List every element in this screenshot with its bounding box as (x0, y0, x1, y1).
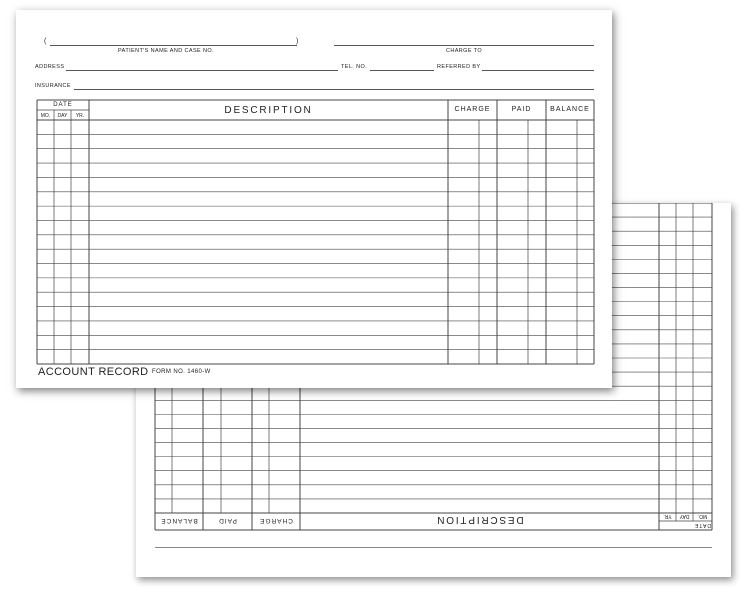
paid-header: PAID (511, 106, 532, 113)
date-header: DATE (53, 102, 73, 108)
back-mo-header: MO. (697, 513, 708, 519)
back-day-header: DAY (679, 513, 690, 519)
charge-to-label: CHARGE TO (446, 48, 483, 54)
insurance-field[interactable] (74, 89, 594, 90)
description-header: DESCRIPTION (224, 105, 313, 116)
charge-header: CHARGE (454, 106, 491, 113)
referred-by-field[interactable] (482, 70, 594, 71)
balance-header: BALANCE (550, 106, 590, 113)
back-description-header: DESCRIPTION (435, 514, 524, 525)
back-charge-header: CHARGE (259, 517, 293, 524)
back-paid-header: PAID (218, 517, 237, 524)
back-top-rule (155, 547, 712, 548)
patient-name-label: PATIENT'S NAME AND CASE NO. (118, 48, 214, 54)
patient-bracket-open: ( (44, 38, 47, 45)
day-header: DAY (57, 113, 68, 119)
account-record-title: ACCOUNT RECORD (38, 366, 149, 378)
back-balance-header: BALANCE (160, 517, 198, 524)
back-date-header: DATE (694, 522, 711, 528)
address-label: ADDRESS (35, 64, 65, 70)
referred-by-label: REFERRED BY (437, 64, 481, 70)
patient-name-field[interactable] (50, 45, 297, 46)
mo-header: MO. (40, 113, 51, 119)
form-number: FORM NO. 1460-W (152, 369, 211, 375)
tel-field[interactable] (370, 70, 434, 71)
tel-label: TEL. NO. (341, 64, 368, 70)
account-card-front (16, 10, 612, 388)
yr-header: YR. (75, 113, 85, 119)
charge-to-field[interactable] (334, 45, 594, 46)
insurance-label: INSURANCE (35, 83, 71, 89)
back-yr-header: YR. (663, 513, 672, 519)
patient-bracket-close: ) (296, 38, 299, 45)
address-field[interactable] (66, 70, 338, 71)
front-ledger-grid (16, 10, 612, 388)
